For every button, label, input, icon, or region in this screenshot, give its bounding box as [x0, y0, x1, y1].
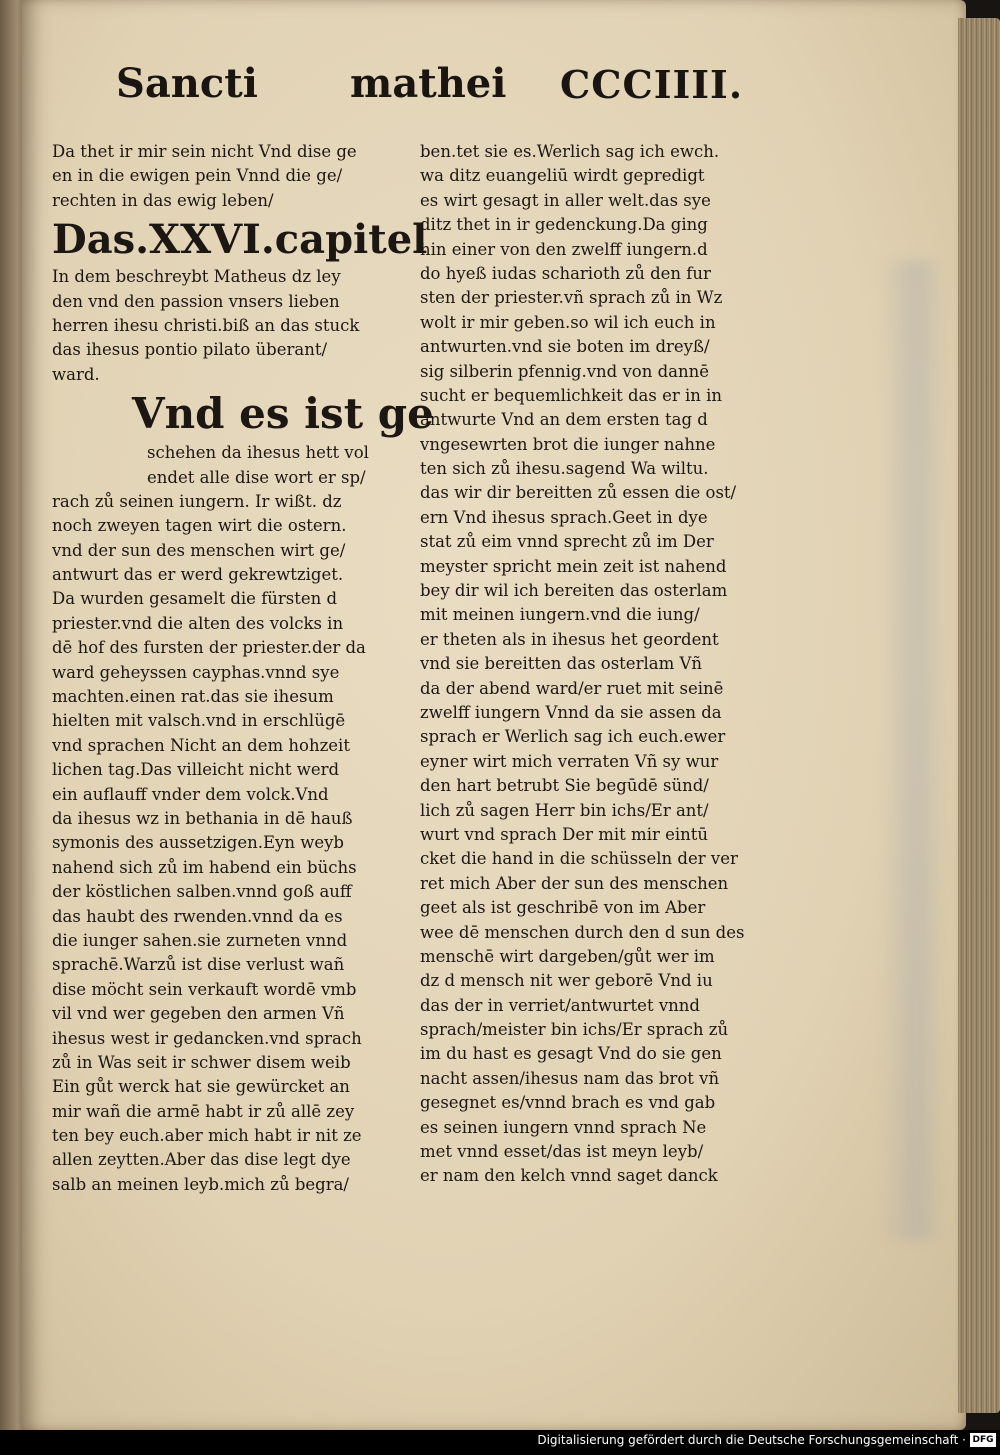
- text-line: dz d mensch nit wer geborē Vnd iu: [420, 971, 713, 991]
- text-line: machten.einen rat.das sie ihesum: [52, 687, 334, 707]
- left-text-column: [52, 140, 434, 1197]
- text-line: vnd sie bereitten das osterlam Vñ: [420, 654, 703, 674]
- text-line: salb an meinen leyb.mich zů begra/: [52, 1174, 349, 1194]
- text-line: vil vnd wer gegeben den armen Vñ: [52, 1004, 345, 1024]
- running-head: [110, 52, 744, 112]
- text-line: menschē wirt dargeben/gůt wer im: [420, 946, 715, 966]
- text-line: zwelff iungern Vnnd da sie assen da: [420, 702, 722, 722]
- text-line: da ihesus wz in bethania in dē hauß: [52, 808, 353, 828]
- book-fore-edge: [958, 18, 1000, 1413]
- running-head-middle: mathei: [350, 60, 507, 107]
- text-line: vnd der sun des menschen wirt ge/: [52, 540, 346, 560]
- text-line: wolt ir mir geben.so wil ich euch in: [420, 312, 716, 332]
- text-line: dē hof des fursten der priester.der da: [52, 638, 366, 658]
- chapter-heading: Das.XXVI.capitel: [52, 216, 428, 264]
- text-line: er nam den kelch vnnd saget danck: [420, 1166, 718, 1186]
- text-line: lichen tag.Das villeicht nicht werd: [52, 760, 340, 780]
- text-line: mir wañ die armē habt ir zů allē zey: [52, 1101, 355, 1121]
- text-line: In dem beschreybt Matheus dz ley: [52, 267, 341, 287]
- text-line: antwurten.vnd sie boten im dreyß/: [420, 337, 710, 357]
- dfg-logo: DFG: [970, 1433, 996, 1447]
- text-line: lich zů sagen Herr bin ichs/Er ant/: [420, 800, 709, 820]
- text-line: nacht assen/ihesus nam das brot vñ: [420, 1068, 720, 1088]
- text-line: sig silberin pfennig.vnd von dannē: [420, 361, 710, 381]
- text-line: endet alle dise wort er sp/: [147, 467, 366, 487]
- text-line: rechten in das ewig leben/: [52, 190, 274, 210]
- text-line: gesegnet es/vnnd brach es vnd gab: [420, 1093, 716, 1113]
- text-line: das haubt des rwenden.vnnd da es: [52, 906, 343, 926]
- text-line: geet als ist geschribē von im Aber: [420, 898, 706, 918]
- text-line: hielten mit valsch.vnd in erschlügē: [52, 711, 346, 731]
- text-line: es wirt gesagt in aller welt.das sye: [420, 190, 711, 210]
- text-line: mit meinen iungern.vnd die iung/: [420, 605, 700, 625]
- text-line: wee dē menschen durch den d sun des: [420, 922, 745, 942]
- text-line: wa ditz euangeliū wirdt gepredigt: [420, 166, 705, 186]
- text-line: met vnnd esset/das ist meyn leyb/: [420, 1142, 704, 1162]
- text-line: bey dir wil ich bereiten das osterlam: [420, 581, 728, 601]
- text-line: Da thet ir mir sein nicht Vnd dise ge: [52, 142, 357, 161]
- text-line: der köstlichen salben.vnnd goß auff: [52, 882, 352, 902]
- text-line: priester.vnd die alten des volcks in: [52, 613, 344, 633]
- text-line: noch zweyen tagen wirt die ostern.: [52, 516, 347, 536]
- text-line: ben.tet sie es.Werlich sag ich ewch.: [420, 142, 720, 161]
- text-line: antwurte Vnd an dem ersten tag d: [420, 410, 708, 430]
- text-line: stat zů eim vnnd sprecht zů im Der: [420, 532, 714, 552]
- text-line: im du hast es gesagt Vnd do sie gen: [420, 1044, 722, 1064]
- text-line: sucht er bequemlichkeit das er in in: [420, 385, 723, 405]
- text-line: wurt vnd sprach Der mit mir eintū: [420, 824, 709, 844]
- water-stain: [880, 260, 940, 1240]
- indented-lines: [52, 441, 382, 490]
- text-line: ward geheyssen cayphas.vnnd sye: [52, 662, 340, 682]
- chapter-summary: [52, 265, 382, 387]
- text-line: symonis des aussetzigen.Eyn weyb: [52, 833, 344, 853]
- text-line: dise möcht sein verkauft wordē vmb: [52, 979, 357, 999]
- text-line: eyner wirt mich verraten Vñ sy wur: [420, 751, 719, 771]
- text-line: schehen da ihesus hett vol: [147, 443, 369, 463]
- text-line: ihesus west ir gedancken.vnd sprach: [52, 1028, 362, 1048]
- text-line: sprachē.Warzů ist dise verlust wañ: [52, 955, 345, 975]
- text-line: sten der priester.vñ sprach zů in Wz: [420, 288, 723, 308]
- text-line: es seinen iungern vnnd sprach Ne: [420, 1117, 707, 1137]
- text-line: vngesewrten brot die iunger nahne: [420, 434, 716, 454]
- text-line: ditz thet in ir gedenckung.Da ging: [420, 215, 708, 235]
- text-line: allen zeytten.Aber das dise legt dye: [52, 1150, 351, 1170]
- text-line: das der in verriet/antwurtet vnnd: [420, 995, 700, 1015]
- text-line: antwurt das er werd gekrewtziget.: [52, 565, 344, 585]
- right-text-column: [420, 140, 765, 1189]
- text-line: ward.: [52, 364, 100, 384]
- text-line: den hart betrubt Sie begūdē sünd/: [420, 776, 709, 796]
- text-line: zů in Was seit ir schwer disem weib: [52, 1052, 351, 1072]
- left-pre-heading-lines: [52, 140, 382, 213]
- left-body-lines: [52, 490, 382, 1197]
- text-line: nahend sich zů im habend ein büchs: [52, 857, 357, 877]
- text-line: das ihesus pontio pilato überant/: [52, 340, 328, 360]
- text-line: rach zů seinen iungern. Ir wißt. dz: [52, 491, 342, 511]
- text-line: vnd sprachen Nicht an dem hohzeit: [52, 735, 350, 755]
- text-line: sprach/meister bin ichs/Er sprach zů: [420, 1020, 729, 1040]
- text-line: en in die ewigen pein Vnnd die ge/: [52, 166, 343, 186]
- text-line: ten sich zů ihesu.sagend Wa wiltu.: [420, 459, 709, 479]
- text-line: Da wurden gesamelt die fürsten d: [52, 589, 338, 609]
- text-line: herren ihesu christi.biß an das stuck: [52, 315, 360, 335]
- text-line: ret mich Aber der sun des menschen: [420, 873, 729, 893]
- text-line: sprach er Werlich sag ich euch.ewer: [420, 727, 726, 747]
- text-line: das wir dir bereitten zů essen die ost/: [420, 483, 737, 503]
- text-line: cket die hand in die schüsseln der ver: [420, 849, 738, 869]
- text-line: die iunger sahen.sie zurneten vnnd: [52, 930, 348, 950]
- text-line: do hyeß iudas scharioth zů den fur: [420, 263, 711, 283]
- text-line: da der abend ward/er ruet mit seinē: [420, 678, 724, 698]
- text-line: meyster spricht mein zeit ist nahend: [420, 556, 727, 576]
- footer-credit: Digitalisierung gefördert durch die Deutsche Forschungsgemeinschaft ·: [537, 1433, 966, 1447]
- initial-line: Vnd es ist ge: [132, 389, 434, 439]
- text-line: ten bey euch.aber mich habt ir nit ze: [52, 1126, 362, 1146]
- text-line: er theten als in ihesus het geordent: [420, 629, 719, 649]
- text-line: Ein gůt werck hat sie gewürcket an: [52, 1077, 350, 1097]
- text-line: hin einer von den zwelff iungern.d: [420, 239, 708, 259]
- right-body-lines: [420, 140, 765, 1189]
- running-head-left: Sancti: [116, 60, 258, 107]
- folio-number: CCCIIII.: [560, 62, 744, 107]
- text-line: den vnd den passion vnsers lieben: [52, 291, 340, 311]
- text-line: ern Vnd ihesus sprach.Geet in dye: [420, 507, 708, 527]
- text-line: ein auflauff vnder dem volck.Vnd: [52, 784, 329, 804]
